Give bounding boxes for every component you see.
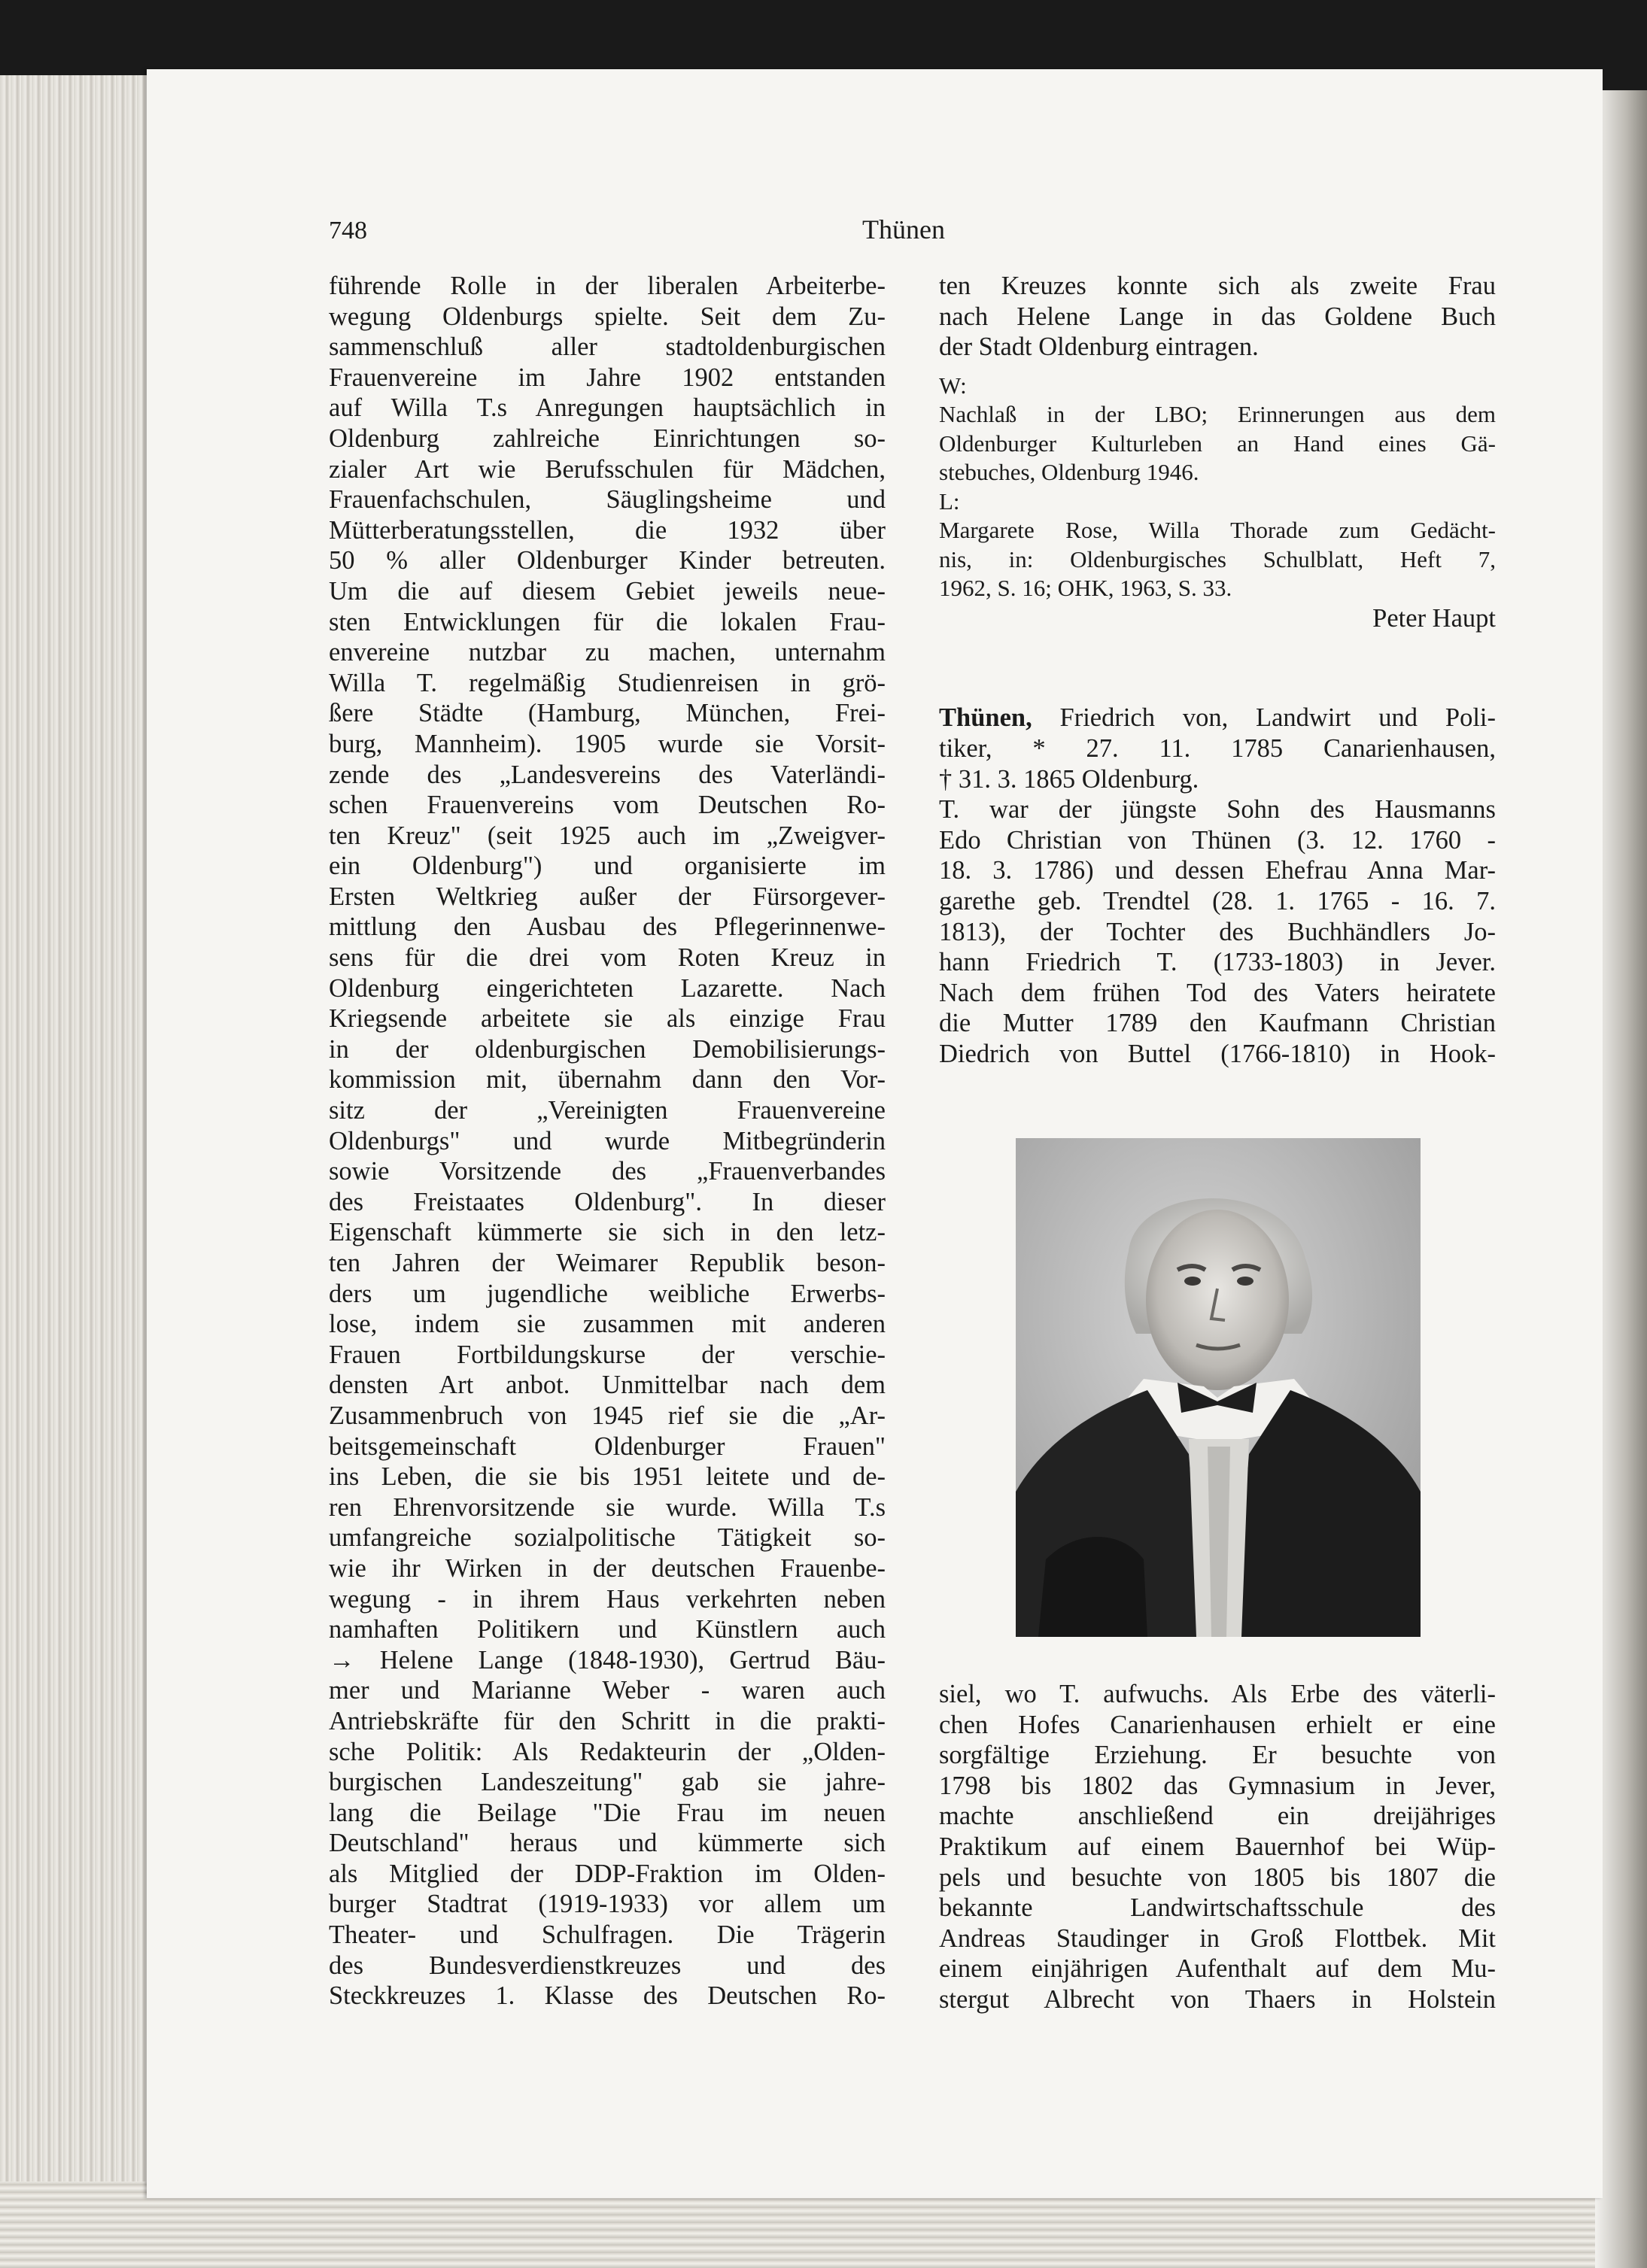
left-line: burg, Mannheim). 1905 wurde sie Vorsit- bbox=[329, 729, 886, 758]
portrait-photo bbox=[1016, 1138, 1421, 1637]
right-column bbox=[939, 271, 1496, 1070]
entry-line: T. war der jüngste Sohn des Hausmanns bbox=[939, 795, 1496, 824]
entry-line: Andreas Staudinger in Groß Flottbek. Mit bbox=[939, 1923, 1496, 1953]
left-line: mittlung den Ausbau des Pflegerinnenwe- bbox=[329, 912, 886, 942]
works-line: stebuches, Oldenburg 1946. bbox=[939, 459, 1199, 486]
left-line: sche Politik: Als Redakteurin der „Olden- bbox=[329, 1737, 886, 1766]
left-line: envereine nutzbar zu machen, unternahm bbox=[329, 638, 886, 667]
left-line: Theater- und Schulfragen. Die Trägerin bbox=[329, 1920, 886, 1950]
left-line: Oldenburg zahlreiche Einrichtungen so- bbox=[329, 424, 886, 453]
entry-line: 1813), der Tochter des Buchhändlers Jo- bbox=[939, 917, 1496, 946]
left-column bbox=[329, 271, 886, 2011]
entry-line: hann Friedrich T. (1733-1803) in Jever. bbox=[939, 948, 1496, 977]
entry-heading-rest: Friedrich von, Landwirt und Poli- bbox=[1032, 703, 1496, 733]
left-line: ren Ehrenvorsitzende sie wurde. Willa T.s bbox=[329, 1492, 886, 1522]
entry-line: garethe geb. Trendtel (28. 1. 1765 - 16. 7. bbox=[939, 886, 1496, 915]
right-line: nach Helene Lange in das Goldene Buch bbox=[939, 302, 1496, 331]
left-line: als Mitglied der DDP-Fraktion im Olden- bbox=[329, 1859, 886, 1888]
left-line: zende des „Landesvereins des Vaterländi- bbox=[329, 760, 886, 789]
left-line: wegung - in ihrem Haus verkehrten neben bbox=[329, 1584, 886, 1614]
entry-line: machte anschließend ein dreijähriges bbox=[939, 1802, 1496, 1831]
entry-line: Diedrich von Buttel (1766-1810) in Hook- bbox=[939, 1039, 1496, 1068]
left-line: des Freistaates Oldenburg". In dieser bbox=[329, 1187, 886, 1216]
left-line: mer und Marianne Weber - waren auch bbox=[329, 1676, 886, 1705]
left-line: namhaften Politikern und Künstlern auch bbox=[329, 1615, 886, 1644]
literature-line: nis, in: Oldenburgisches Schulblatt, Heft 7, bbox=[939, 545, 1496, 572]
left-line: sitz der „Vereinigten Frauenvereine bbox=[329, 1096, 886, 1125]
left-line: ten Jahren der Weimarer Republik beson- bbox=[329, 1249, 886, 1277]
works-line: Nachlaß in der LBO; Erinnerungen aus dem bbox=[939, 401, 1496, 428]
left-line: Eigenschaft kümmerte sie sich in den letz- bbox=[329, 1218, 886, 1247]
left-line: wie ihr Wirken in der deutschen Frauenbe- bbox=[329, 1553, 886, 1583]
literature-line: 1962, S. 16; OHK, 1963, S. 33. bbox=[939, 575, 1232, 602]
left-line: ders um jugendliche weibliche Erwerbs- bbox=[329, 1279, 886, 1308]
left-line: des Bundesverdienstkreuzes und des bbox=[329, 1951, 886, 1980]
entry-line: siel, wo T. aufwuchs. Als Erbe des väterli- bbox=[939, 1680, 1496, 1708]
left-line: → Helene Lange (1848-1930), Gertrud Bäu- bbox=[329, 1645, 886, 1674]
left-line: Willa T. regelmäßig Studienreisen in grö- bbox=[329, 668, 886, 697]
entry-heading-line: tiker, * 27. 11. 1785 Canarienhausen, bbox=[939, 733, 1496, 763]
entry-heading-line bbox=[939, 703, 1496, 733]
works-line: Oldenburger Kulturleben an Hand eines Gä- bbox=[939, 430, 1496, 457]
right-column-continued bbox=[939, 1679, 1496, 2015]
entry-heading-line: † 31. 3. 1865 Oldenburg. bbox=[939, 764, 1199, 794]
entry-line: bekannte Landwirtschaftsschule des bbox=[939, 1893, 1496, 1923]
binding-gutter bbox=[1595, 90, 1647, 2268]
left-line: burger Stadtrat (1919-1933) vor allem um bbox=[329, 1890, 886, 1919]
left-line: Mütterberatungsstellen, die 1932 über bbox=[329, 515, 886, 545]
left-line: sten Entwicklungen für die lokalen Frau- bbox=[329, 607, 886, 636]
page-number: 748 bbox=[329, 217, 367, 244]
left-line: zialer Art wie Berufsschulen für Mädchen, bbox=[329, 454, 886, 484]
entry-line: Nach dem frühen Tod des Vaters heiratete bbox=[939, 978, 1496, 1007]
left-line: führende Rolle in der liberalen Arbeiterbe- bbox=[329, 272, 886, 300]
left-line: Zusammenbruch von 1945 rief sie die „Ar- bbox=[329, 1401, 886, 1430]
entry-line: stergut Albrecht von Thaers in Holstein bbox=[939, 1984, 1496, 2014]
left-line: Oldenburgs" und wurde Mitbegründerin bbox=[329, 1126, 886, 1155]
left-line: Frauenvereine im Jahre 1902 entstanden bbox=[329, 363, 886, 392]
left-line: kommission mit, übernahm dann den Vor- bbox=[329, 1065, 886, 1095]
stacked-page-edges bbox=[0, 75, 150, 2268]
left-line: Ersten Weltkrieg außer der Fürsorgever- bbox=[329, 882, 886, 911]
left-line: schen Frauenvereins vom Deutschen Ro- bbox=[329, 791, 886, 820]
literature-line: Margarete Rose, Willa Thorade zum Gedächt- bbox=[939, 517, 1496, 544]
entry-line: pels und besuchte von 1805 bis 1807 die bbox=[939, 1863, 1496, 1892]
left-line: umfangreiche sozialpolitische Tätigkeit so- bbox=[329, 1523, 886, 1553]
left-line: Kriegsende arbeitete sie als einzige Frau bbox=[329, 1004, 886, 1034]
left-line: 50 % aller Oldenburger Kinder betreuten. bbox=[329, 546, 886, 575]
left-line: Oldenburg eingerichteten Lazarette. Nach bbox=[329, 973, 886, 1003]
right-line: ten Kreuzes konnte sich als zweite Frau bbox=[939, 272, 1496, 300]
left-line: burgischen Landeszeitung" gab sie jahre- bbox=[329, 1768, 886, 1797]
left-line: Steckkreuzes 1. Klasse des Deutschen Ro- bbox=[329, 1981, 886, 2011]
left-line: wegung Oldenburgs spielte. Seit dem Zu- bbox=[329, 302, 886, 331]
entry-line: Edo Christian von Thünen (3. 12. 1760 - bbox=[939, 825, 1496, 855]
running-head: Thünen bbox=[862, 214, 945, 244]
entry-line: sorgfältige Erziehung. Er besuchte von bbox=[939, 1741, 1496, 1770]
entry-line: 18. 3. 1786) und dessen Ehefrau Anna Mar- bbox=[939, 856, 1496, 885]
author-signature: Peter Haupt bbox=[1372, 603, 1496, 633]
entry-line: Praktikum auf einem Bauernhof bei Wüp- bbox=[939, 1832, 1496, 1861]
left-line: sowie Vorsitzende des „Frauenverbandes bbox=[329, 1157, 886, 1186]
works-label: W: bbox=[939, 372, 967, 399]
left-line: Deutschland" heraus und kümmerte sich bbox=[329, 1829, 886, 1858]
entry-line: einem einjährigen Aufenthalt auf dem Mu- bbox=[939, 1954, 1496, 1984]
left-line: ßere Städte (Hamburg, München, Frei- bbox=[329, 699, 886, 728]
left-line: ten Kreuz" (seit 1925 auch im „Zweigver- bbox=[329, 821, 886, 850]
entry-line: chen Hofes Canarienhausen erhielt er eine bbox=[939, 1710, 1496, 1739]
left-line: Frauenfachschulen, Säuglingsheime und bbox=[329, 485, 886, 515]
left-line: Antriebskräfte für den Schritt in die prakti- bbox=[329, 1706, 886, 1735]
left-line: sens für die drei vom Roten Kreuz in bbox=[329, 943, 886, 973]
right-line: der Stadt Oldenburg eintragen. bbox=[939, 332, 1259, 362]
spacer bbox=[939, 633, 1496, 703]
left-line: auf Willa T.s Anregungen hauptsächlich in bbox=[329, 393, 886, 423]
left-line: in der oldenburgischen Demobilisierungs- bbox=[329, 1034, 886, 1064]
left-line: sammenschluß aller stadtoldenburgischen bbox=[329, 332, 886, 362]
left-line: Frauen Fortbildungskurse der verschie- bbox=[329, 1340, 886, 1369]
left-line: ins Leben, die sie bis 1951 leitete und de- bbox=[329, 1462, 886, 1492]
left-line: beitsgemeinschaft Oldenburger Frauen" bbox=[329, 1432, 886, 1461]
left-line: Um die auf diesem Gebiet jeweils neue- bbox=[329, 576, 886, 606]
entry-line: 1798 bis 1802 das Gymnasium in Jever, bbox=[939, 1771, 1496, 1800]
entry-name: Thünen, bbox=[939, 703, 1032, 733]
left-line: ein Oldenburg") und organisierte im bbox=[329, 852, 886, 881]
spacer bbox=[939, 363, 1496, 372]
entry-line: die Mutter 1789 den Kaufmann Christian bbox=[939, 1009, 1496, 1038]
portrait-illustration bbox=[1016, 1138, 1421, 1637]
literature-label: L: bbox=[939, 487, 960, 515]
left-line: lose, indem sie zusammen mit anderen bbox=[329, 1310, 886, 1339]
left-line: lang die Beilage "Die Frau im neuen bbox=[329, 1798, 886, 1827]
left-line: densten Art anbot. Unmittelbar nach dem bbox=[329, 1371, 886, 1400]
